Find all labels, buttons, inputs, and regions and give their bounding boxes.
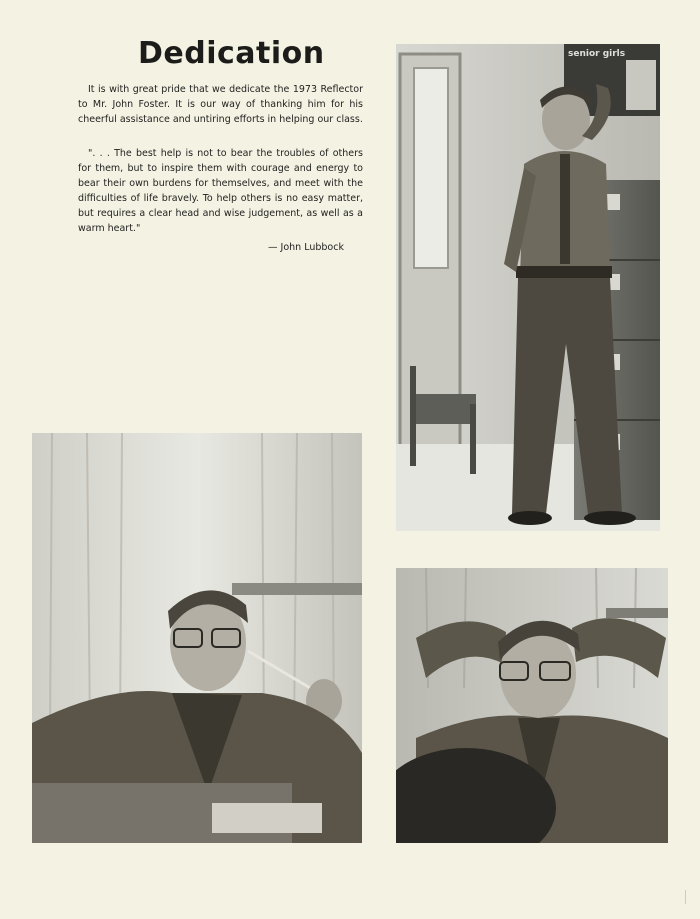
page-title: Dedication (138, 36, 325, 71)
intro-paragraph: It is with great pride that we dedicate the 1973 Reflector to Mr. John Foster. It is our way of thanking him for his cheerful assistance and untiring efforts in helping our class. (78, 84, 363, 125)
dedication-intro (78, 82, 363, 127)
photo-hands-behind-head (396, 568, 668, 843)
photo-seated-art (32, 433, 362, 843)
scan-edge-mark (685, 890, 692, 904)
quote-block (78, 146, 363, 236)
photo-relaxed-art (396, 568, 668, 843)
quote-text: ". . . The best help is not to bear the troubles of others for them, but to inspire them with courage and energy to bear their own burdens for themselves, and meet with the difficulties of life bravely. To help others is no easy matter, but requires a clear head and wise judgement, as well as a warm heart." (78, 148, 363, 234)
photo-seated-with-pencil (32, 433, 362, 843)
photo-standing-by-cabinet (396, 44, 660, 531)
poster-text: senior girls (568, 49, 626, 59)
photo-standing-art (396, 44, 660, 531)
quote-attribution: — John Lubbock (268, 242, 344, 253)
